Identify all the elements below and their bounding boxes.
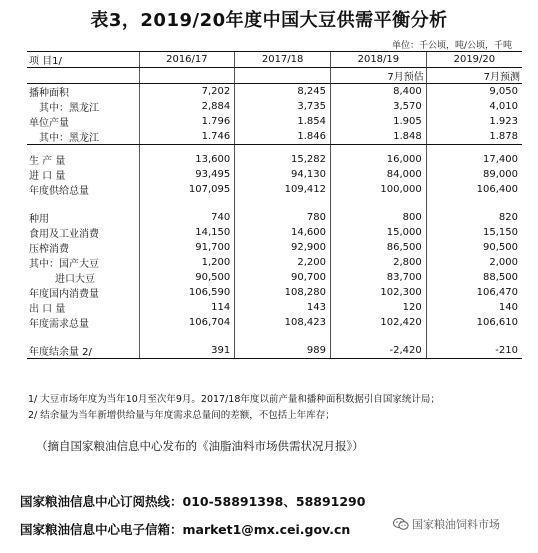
cell: 1.846 — [235, 129, 331, 145]
cell: 120 — [331, 300, 427, 315]
row-label: 压榨消费 — [29, 244, 69, 255]
table-row — [27, 285, 522, 300]
sub-header-cell — [27, 68, 139, 84]
cell: 780 — [235, 210, 331, 225]
cell: 13,600 — [139, 152, 235, 167]
cell: 1,200 — [139, 255, 235, 270]
cell: 16,000 — [331, 152, 427, 167]
header-year: 2019/20 — [426, 52, 522, 68]
cell: 17,400 — [426, 152, 522, 167]
hotline-line — [20, 492, 365, 510]
row-label: 年度供给总量 — [29, 186, 89, 197]
table-row — [27, 315, 522, 330]
cell: 989 — [235, 343, 331, 359]
table-row — [27, 152, 522, 167]
cell: 108,280 — [235, 285, 331, 300]
table-row — [27, 210, 522, 225]
table-row — [27, 225, 522, 240]
table-row — [27, 114, 522, 129]
row-label: 年度需求总量 — [29, 319, 89, 330]
table-row — [27, 270, 522, 285]
cell: 15,282 — [235, 152, 331, 167]
email-value: market1@mx.cei.gov.cn — [182, 522, 351, 537]
cell: 140 — [426, 300, 522, 315]
cell: 114 — [139, 300, 235, 315]
row-label: 播种面积 — [29, 88, 69, 99]
cell: 7,202 — [139, 84, 235, 100]
footnote: 1/ 大豆市场年度为当年10月至次年9月。2017/18年度以前产量和播种面积数据引自国家统计局； — [28, 394, 440, 405]
watermark — [393, 516, 500, 532]
cell: 89,000 — [426, 167, 522, 182]
sub-header-cell — [139, 68, 235, 84]
cell: 92,900 — [235, 240, 331, 255]
cell: 83,700 — [331, 270, 427, 285]
cell: 106,610 — [426, 315, 522, 330]
cell: 820 — [426, 210, 522, 225]
sub-header-cell — [235, 68, 331, 84]
cell: 109,412 — [235, 182, 331, 197]
watermark-text: 国家粮油饲料市场 — [412, 518, 500, 531]
table-row — [27, 300, 522, 315]
sub-header-cell: 7月预测 — [426, 68, 522, 84]
row-label: 食用及工业消费 — [29, 229, 99, 240]
sub-header-row — [27, 68, 522, 84]
table-row — [27, 343, 522, 359]
footnotes — [28, 392, 440, 424]
footnote: 2/ 结余量为当年新增供给量与年度需求总量间的差额，不包括上年库存； — [28, 410, 335, 421]
cell: 740 — [139, 210, 235, 225]
cell: 86,500 — [331, 240, 427, 255]
cell: 84,000 — [331, 167, 427, 182]
header-year: 2016/17 — [139, 52, 235, 68]
header-item: 项 目1/ — [27, 52, 139, 68]
unit-note: 单位：千公顷，吨/公顷，千吨 — [391, 41, 512, 51]
cell: 800 — [331, 210, 427, 225]
cell: 102,420 — [331, 315, 427, 330]
cell: 9,050 — [426, 84, 522, 100]
row-label: 生 产 量 — [29, 156, 66, 167]
table-title: 表3，2019/20年度中国大豆供需平衡分析 — [90, 10, 448, 31]
cell: 90,500 — [426, 240, 522, 255]
cell: 93,495 — [139, 167, 235, 182]
cell: 106,590 — [139, 285, 235, 300]
row-label: 进口大豆 — [55, 274, 95, 285]
cell: 8,245 — [235, 84, 331, 100]
cell: 1.878 — [426, 129, 522, 145]
cell: 106,704 — [139, 315, 235, 330]
cell: 107,095 — [139, 182, 235, 197]
cell: 1.854 — [235, 114, 331, 129]
cell: 1.746 — [139, 129, 235, 145]
cell: 1.848 — [331, 129, 427, 145]
cell: 391 — [139, 343, 235, 359]
cell: 94,130 — [235, 167, 331, 182]
table-row — [27, 255, 522, 270]
hotline-label: 国家粮油信息中心订阅热线： — [20, 494, 183, 509]
cell: 2,884 — [139, 99, 235, 114]
spacer-row — [27, 330, 522, 343]
table-row — [27, 240, 522, 255]
cell: 90,500 — [139, 270, 235, 285]
cell: 108,423 — [235, 315, 331, 330]
wechat-icon — [393, 517, 409, 531]
cell: -210 — [426, 343, 522, 359]
row-label: 其中：黑龙江 — [39, 103, 99, 114]
cell: 15,150 — [426, 225, 522, 240]
cell: 2,200 — [235, 255, 331, 270]
row-label: 年度国内消费量 — [29, 289, 99, 300]
row-label: 进 口 量 — [29, 171, 66, 182]
email-label: 国家粮油信息中心电子信箱： — [20, 522, 183, 537]
cell: 8,400 — [331, 84, 427, 100]
cell: 15,000 — [331, 225, 427, 240]
cell: 106,470 — [426, 285, 522, 300]
cell: 2,800 — [331, 255, 427, 270]
cell: 102,300 — [331, 285, 427, 300]
row-label: 其中：国产大豆 — [29, 259, 99, 270]
row-label: 单位产量 — [29, 118, 69, 129]
row-label: 种用 — [29, 214, 49, 225]
cell: 3,735 — [235, 99, 331, 114]
row-label: 年度结余量 2/ — [27, 343, 139, 359]
cell: 14,150 — [139, 225, 235, 240]
cell: 143 — [235, 300, 331, 315]
cell: 1.923 — [426, 114, 522, 129]
cell: 1.796 — [139, 114, 235, 129]
cell: 14,600 — [235, 225, 331, 240]
cell: 100,000 — [331, 182, 427, 197]
cell: 4,010 — [426, 99, 522, 114]
cell: 88,500 — [426, 270, 522, 285]
cell: 2,000 — [426, 255, 522, 270]
spacer-row — [27, 197, 522, 210]
table-row — [27, 99, 522, 114]
sub-header-cell: 7月预估 — [331, 68, 427, 84]
email-line — [20, 520, 350, 538]
header-year: 2017/18 — [235, 52, 331, 68]
cell: 91,700 — [139, 240, 235, 255]
header-year: 2018/19 — [331, 52, 427, 68]
supply-demand-table — [27, 51, 522, 359]
table-row — [27, 182, 522, 197]
source-note: （摘自国家粮油信息中心发布的《油脂油料市场供需状况月报》） — [36, 439, 364, 453]
row-label: 出 口 量 — [29, 304, 66, 315]
table-row — [27, 84, 522, 100]
hotline-value: 010-58891398、58891290 — [182, 494, 366, 509]
spacer-row — [27, 145, 522, 153]
table-row — [27, 167, 522, 182]
cell: 3,570 — [331, 99, 427, 114]
cell: -2,420 — [331, 343, 427, 359]
cell: 1.905 — [331, 114, 427, 129]
table-header-row — [27, 52, 522, 68]
row-label: 其中：黑龙江 — [27, 129, 139, 145]
cell: 106,400 — [426, 182, 522, 197]
cell: 90,700 — [235, 270, 331, 285]
table-row — [27, 129, 522, 145]
